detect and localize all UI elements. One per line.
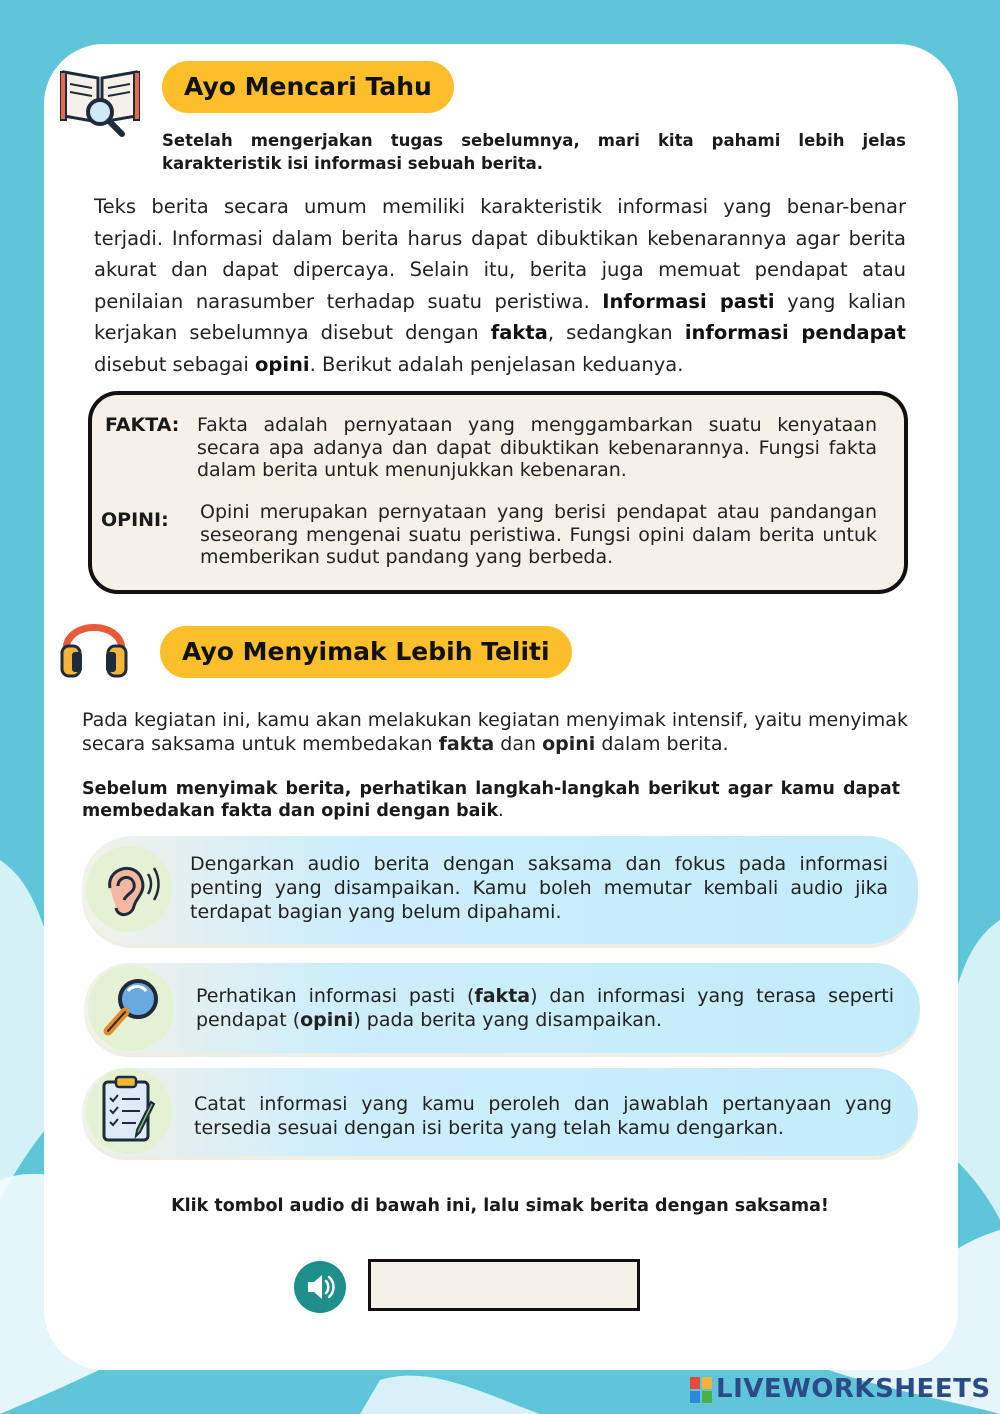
audio-play-button[interactable] [294, 1261, 346, 1313]
magnifier-icon [100, 975, 164, 1039]
steps-intro-text: Sebelum menyimak berita, perhatikan langkah-langkah berikut agar kamu dapat membedakan fakta dan opini dengan baik [82, 779, 900, 821]
liveworksheets-brand: LIVEWORKSHEETS [716, 1374, 991, 1404]
step-bold: opini [300, 1009, 354, 1031]
liveworksheets-logo [690, 1374, 991, 1406]
para-bold: opini [542, 732, 596, 755]
steps-intro-end: . [498, 801, 504, 821]
section-title-menyimak: Ayo Menyimak Lebih Teliti [160, 626, 572, 678]
audio-instruction: Klik tombol audio di bawah ini, lalu simak berita dengan saksama! [171, 1196, 829, 1216]
section-title-mencari-tahu: Ayo Mencari Tahu [162, 61, 454, 113]
step-2-text [196, 984, 894, 1032]
step-1-text: Dengarkan audio berita dengan saksama dan fokus pada informasi penting yang disampaikan. Kamu boleh memutar kembali audio jika terdapat bagian yang belum dipahami. [190, 853, 888, 923]
para-text: . Berikut adalah penjelasan keduanya. [309, 352, 684, 376]
book-search-icon [60, 60, 140, 140]
activity-paragraph [82, 709, 938, 756]
headphones-icon [58, 606, 130, 680]
speaker-icon [294, 1261, 346, 1313]
step-card-1 [82, 836, 918, 944]
para-text: Teks berita secara umum memiliki karakteristik informasi yang benar-benar terjadi. Informasi dalam berita harus dapat dibuktikan kebenarannya agar berita akurat dan dapat dipercaya. Selain itu, berita juga memuat pendapat atau penilaian narasumber terhadap suatu peristiwa. [94, 195, 906, 313]
opini-label: OPINI: [101, 509, 169, 531]
step-text-part: Perhatikan informasi pasti ( [196, 985, 475, 1007]
step-3-text: Catat informasi yang kamu peroleh dan jawablah pertanyaan yang tersedia sesuai dengan isi berita yang telah kamu dengarkan. [194, 1093, 892, 1139]
fakta-opini-box [88, 391, 908, 594]
para-bold: opini [254, 352, 310, 376]
para-text: , sedangkan [547, 321, 685, 344]
para-bold: informasi pendapat [684, 321, 907, 344]
para-text: disebut sebagai [94, 352, 255, 376]
section-intro: Setelah mengerjakan tugas sebelumnya, mari kita pahami lebih jelas karakteristik isi informasi sebuah berita. [162, 131, 906, 173]
para-bold: fakta [438, 732, 495, 755]
steps-intro [82, 778, 900, 822]
ear-icon [96, 854, 166, 924]
step-card-3 [82, 1068, 918, 1156]
para-text: dalam berita. [595, 732, 729, 755]
para-text: Pada kegiatan ini, kamu akan melakukan kegiatan menyimak intensif, yaitu menyimak secara saksama untuk membedakan [82, 709, 908, 755]
step-bold: fakta [474, 985, 531, 1007]
fakta-definition: Fakta adalah pernyataan yang menggambarkan suatu kenyataan secara apa adanya dan dapat dibuktikan kebenarannya. Fungsi fakta dalam berita untuk menunjukkan kebenaran. [197, 414, 877, 481]
clipboard-icon [100, 1074, 162, 1144]
step-card-2 [84, 963, 920, 1053]
fakta-label: FAKTA: [105, 414, 180, 436]
para-text: dan [494, 732, 543, 755]
opini-definition: Opini merupakan pernyataan yang berisi pendapat atau pandangan seseorang mengenai suatu peristiwa. Fungsi opini dalam berita untuk memberikan sudut pandang yang berbeda. [200, 501, 877, 568]
para-bold: Informasi pasti [602, 289, 775, 313]
para-bold: fakta [490, 321, 548, 344]
liveworksheets-mark-icon [690, 1377, 712, 1403]
step-text-part: ) dan informasi yang terasa seperti pendapat ( [196, 985, 894, 1031]
step-text-part: ) pada berita yang disampaikan. [353, 1009, 662, 1031]
explanation-paragraph [94, 191, 906, 380]
para-text: yang kalian kerjakan sebelumnya disebut dengan [94, 289, 907, 344]
audio-answer-field[interactable] [368, 1259, 640, 1311]
